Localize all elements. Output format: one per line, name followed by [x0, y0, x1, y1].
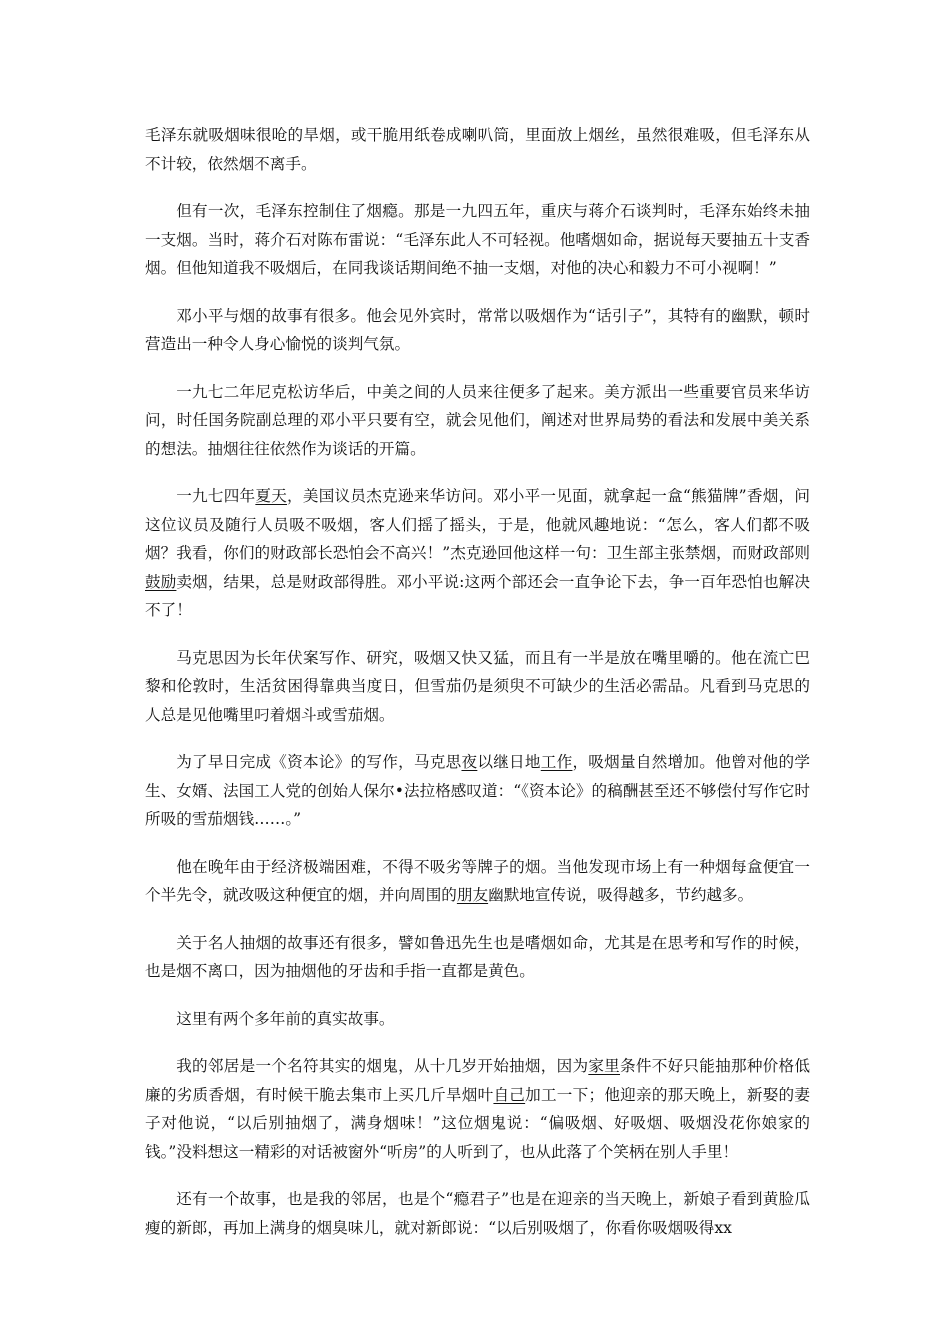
inline-link[interactable]: 自己: [493, 1085, 526, 1104]
paragraph: [145, 748, 810, 834]
paragraph-text: 关于名人抽烟的故事还有很多，譬如鲁迅先生也是嗜烟如命，尤其是在思考和写作的时候，也是烟不离口，因为抽烟他的牙齿和手指一直都是黄色。: [145, 933, 810, 980]
paragraph: [145, 644, 810, 730]
paragraph-text: 马克思因为长年伏案写作、研究，吸烟又快又猛，而且有一半是放在嘴里嚼的。他在流亡巴黎和伦敦时，生活贫困得靠典当度日，但雪茄仍是须臾不可缺少的生活必需品。凡看到马克思的人总是见他嘴里叼着烟斗或雪茄烟。: [145, 648, 810, 724]
paragraph-text: 为了早日完成《资本论》的写作，马克思: [176, 753, 462, 771]
paragraph-text: 还有一个故事，也是我的邻居，也是个“瘾君子”也是在迎亲的当天晚上，新娘子看到黄脸瓜瘦的新郎，再加上满身的烟臭味儿，就对新郎说：“以后别吸烟了，你看你吸烟吸得xx: [145, 1190, 810, 1237]
inline-link[interactable]: 鼓励: [145, 572, 177, 591]
paragraph: [145, 1185, 810, 1242]
inline-link[interactable]: 夏天: [255, 487, 288, 505]
paragraph-text: 邓小平与烟的故事有很多。他会见外宾时，常常以吸烟作为“话引子”，其特有的幽默，顿时营造出一种令人身心愉悦的谈判气氛。: [145, 306, 810, 353]
inline-link[interactable]: 夜: [461, 753, 478, 771]
paragraph-text: ，吸烟量自然增加。他曾对他的学生、女婿、法国工人党的创始人保尔•法拉格感叹道：“《资本论》的稿酬甚至还不够偿付写作它时所吸的雪茄烟钱……。”: [145, 753, 810, 828]
paragraph: [145, 1005, 810, 1034]
paragraph: [145, 1052, 810, 1166]
paragraph: [145, 482, 810, 625]
paragraph-text: 但有一次，毛泽东控制住了烟瘾。那是一九四五年，重庆与蒋介石谈判时，毛泽东始终未抽一支烟。当时，蒋介石对陈布雷说：“毛泽东此人不可轻视。他嗜烟如命，据说每天要抽五十支香烟。但他知道我不吸烟后，在同我谈话期间绝不抽一支烟，对他的决心和毅力不可小视啊！”: [145, 202, 810, 277]
paragraph-text: 卖烟，结果，总是财政部得胜。邓小平说:这两个部还会一直争论下去，争一百年恐怕也解决不了！: [145, 572, 810, 619]
paragraph-text: 毛泽东就吸烟味很呛的旱烟，或干脆用纸卷成喇叭筒，里面放上烟丝，虽然很难吸，但毛泽东从不计较，依然烟不离手。: [145, 126, 810, 173]
paragraph: [145, 302, 810, 359]
inline-link[interactable]: 朋友: [456, 886, 489, 904]
paragraph-text: 条件不好只能抽那种价格低廉的劣质香烟，有时候干脆去集市上买几斤旱烟叶: [145, 1057, 810, 1104]
paragraph-text: 我的邻居是一个名符其实的烟鬼，从十几岁开始抽烟，因为: [176, 1057, 589, 1075]
paragraph-text: 幽默地宣传说，吸得越多，节约越多。: [488, 886, 754, 904]
paragraph-text: 一九七二年尼克松访华后，中美之间的人员来往便多了起来。美方派出一些重要官员来华访问，时任国务院副总理的邓小平只要有空，就会见他们，阐述对世界局势的看法和发展中美关系的想法。抽烟往往依然作为谈话的开篇。: [145, 382, 810, 458]
paragraph-text: 他在晚年由于经济极端困难，不得不吸劣等牌子的烟。当他发现市场上有一种烟每盒便宜一个半先令，就改吸这种便宜的烟，并向周围的: [145, 857, 810, 904]
inline-link[interactable]: 工作: [540, 753, 573, 771]
paragraph-text: ，美国议员杰克逊来华访问。邓小平一见面，就拿起一盒“熊猫牌”香烟，问这位议员及随行人员吸不吸烟，客人们摇了摇头，于是，他就风趣地说：“怎么，客人们都不吸烟？我看，你们的财政部长恐怕会不高兴！”杰克逊回他这样一句：卫生部主张禁烟，而财政部则: [145, 487, 810, 562]
paragraph-text: 加工一下；他迎亲的那天晚上，新娶的妻子对他说，“以后别抽烟了，满身烟味！”这位烟鬼说：“偏吸烟、好吸烟、吸烟没花你娘家的钱。”没料想这一精彩的对话被窗外“听房”的人听到了，也从此落了个笑柄在别人手里！: [145, 1085, 810, 1161]
paragraph: [145, 853, 810, 910]
paragraph-text: 这里有两个多年前的真实故事。: [176, 1009, 395, 1028]
paragraph: [145, 378, 810, 464]
paragraph: [145, 197, 810, 283]
paragraph: [145, 121, 810, 178]
paragraph: [145, 929, 810, 986]
document-page: [145, 121, 810, 1261]
paragraph-text: 以继日地: [477, 753, 541, 771]
paragraph-text: 一九七四年: [176, 487, 256, 505]
inline-link[interactable]: 家里: [588, 1057, 621, 1075]
